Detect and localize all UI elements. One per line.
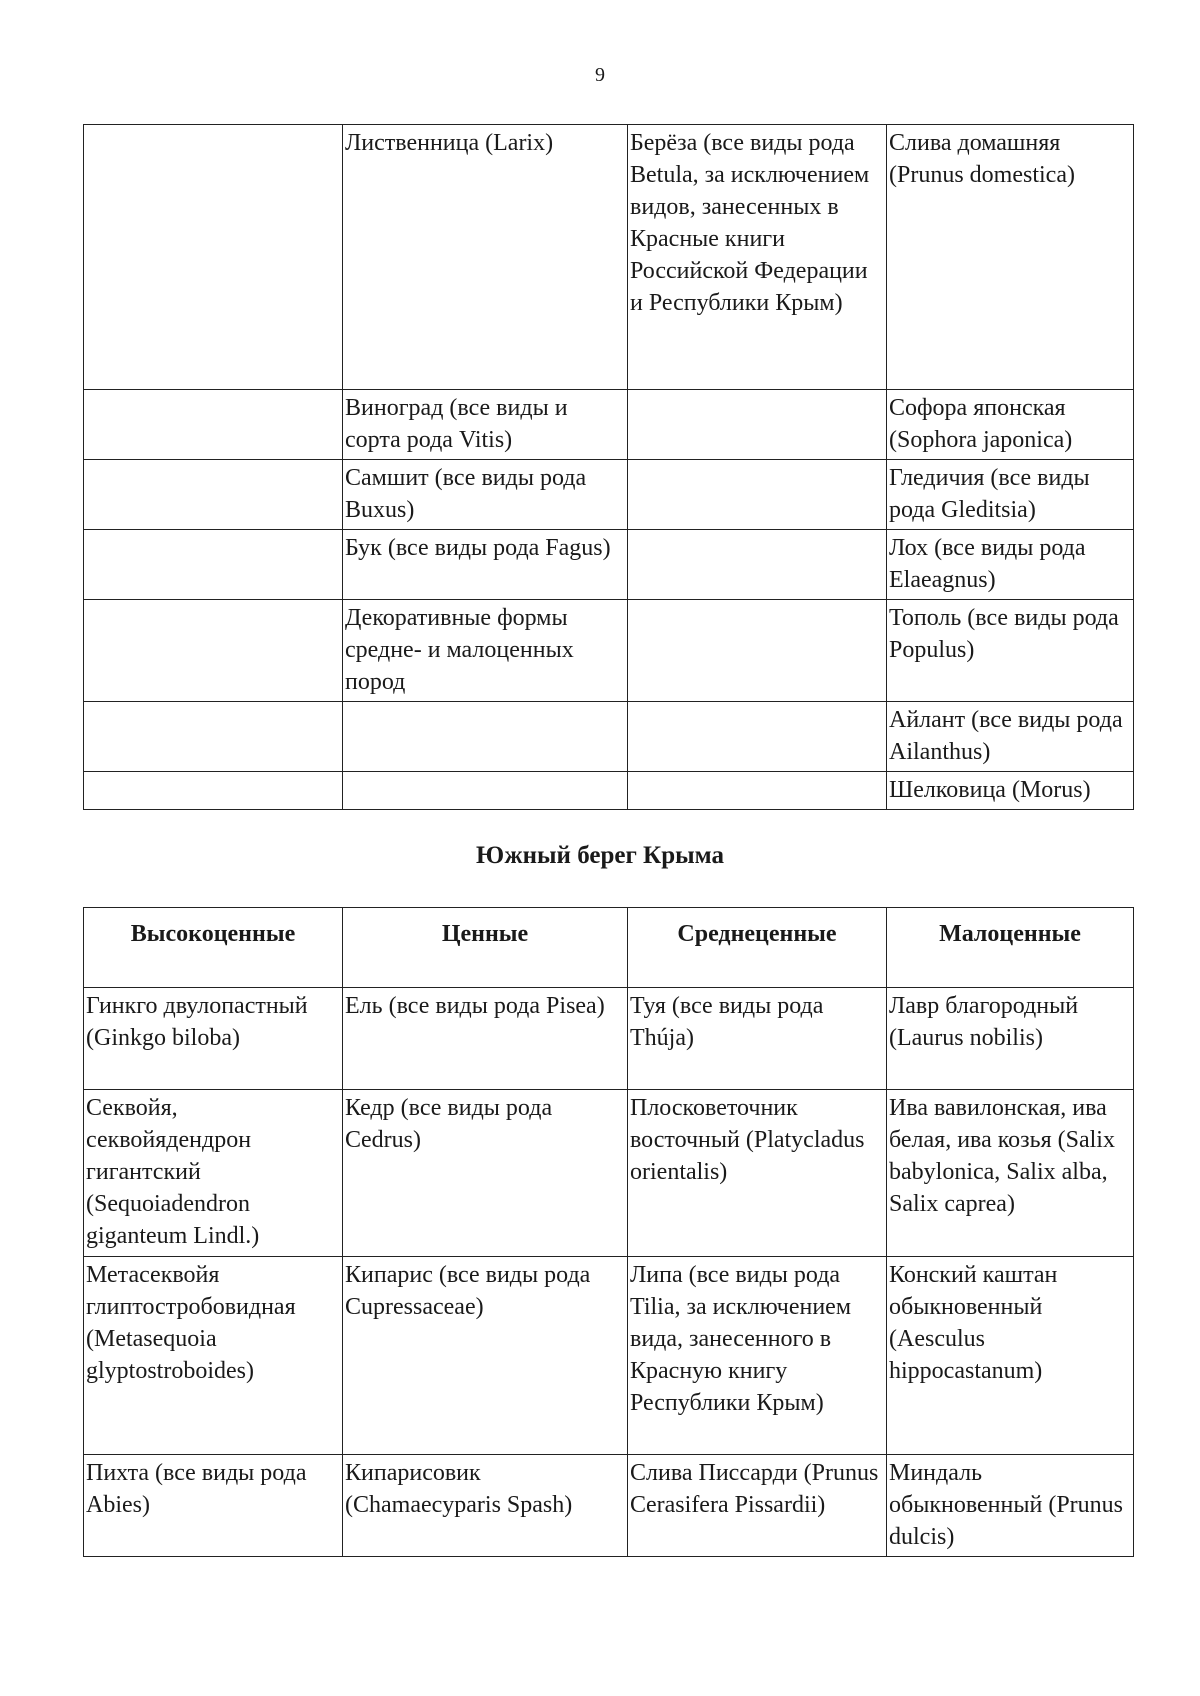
table-cell: Плосковеточник восточный (Platycladus orientalis) xyxy=(628,1090,887,1257)
table-cell xyxy=(84,460,343,530)
table-cell xyxy=(84,125,343,390)
table-cell: Кедр (все виды рода Cedrus) xyxy=(343,1090,628,1257)
table-cell xyxy=(628,530,887,600)
table-cell: Лох (все виды рода Elaeagnus) xyxy=(887,530,1134,600)
table-row xyxy=(84,530,1134,600)
table-cell: Самшит (все виды рода Buxus) xyxy=(343,460,628,530)
table-cell xyxy=(84,390,343,460)
table-cell: Лавр благородный (Laurus nobilis) xyxy=(887,988,1134,1090)
table-cell xyxy=(628,702,887,772)
table-row xyxy=(84,1257,1134,1455)
table-row xyxy=(84,702,1134,772)
table-cell: Шелковица (Morus) xyxy=(887,772,1134,810)
section-title: Южный берег Крыма xyxy=(476,842,724,869)
table-cell: Ива вавилонская, ива белая, ива козья (Salix babylonica, Salix alba, Salix caprea) xyxy=(887,1090,1134,1257)
table-cell: Ель (все виды рода Pisea) xyxy=(343,988,628,1090)
table-row xyxy=(84,390,1134,460)
table-cell: Конский каштан обыкновенный (Aesculus hippocastanum) xyxy=(887,1257,1134,1455)
column-header: Ценные xyxy=(343,908,628,988)
column-header: Высокоценные xyxy=(84,908,343,988)
table-cell: Декоративные формы средне- и малоценных пород xyxy=(343,600,628,702)
table-cell xyxy=(84,702,343,772)
page-number: 9 xyxy=(595,64,605,86)
table-row xyxy=(84,125,1134,390)
table-row xyxy=(84,772,1134,810)
table-row xyxy=(84,988,1134,1090)
table-cell xyxy=(343,772,628,810)
table-cell: Кипарис (все виды рода Cupressaceae) xyxy=(343,1257,628,1455)
table-cell: Миндаль обыкновенный (Prunus dulcis) xyxy=(887,1455,1134,1557)
table-cell xyxy=(628,600,887,702)
species-table-continued xyxy=(83,124,1134,810)
table-cell xyxy=(628,390,887,460)
table-cell xyxy=(84,772,343,810)
table-cell: Тополь (все виды рода Populus) xyxy=(887,600,1134,702)
table-cell: Виноград (все виды и сорта рода Vitis) xyxy=(343,390,628,460)
table-cell xyxy=(628,460,887,530)
table-cell: Кипарисовик (Chamaecyparis Spash) xyxy=(343,1455,628,1557)
species-table-south-coast xyxy=(83,907,1134,1557)
table-cell: Берёза (все виды рода Betula, за исключением видов, занесенных в Красные книги Российской Федерации и Республики Крым) xyxy=(628,125,887,390)
table-cell: Слива домашняя (Prunus domestica) xyxy=(887,125,1134,390)
table-cell xyxy=(628,772,887,810)
table-cell: Метасеквойя глиптостробовидная (Metasequoia glyptostroboides) xyxy=(84,1257,343,1455)
table-row xyxy=(84,460,1134,530)
table-cell: Гинкго двулопастный (Ginkgo biloba) xyxy=(84,988,343,1090)
table-cell: Липа (все виды рода Tilia, за исключением вида, занесенного в Красную книгу Республики Крым) xyxy=(628,1257,887,1455)
table-cell xyxy=(84,530,343,600)
table-row xyxy=(84,1090,1134,1257)
table-cell: Слива Писсарди (Prunus Cerasifera Pissardii) xyxy=(628,1455,887,1557)
table-cell: Пихта (все виды рода Abies) xyxy=(84,1455,343,1557)
table-cell: Софора японская (Sophora japonica) xyxy=(887,390,1134,460)
column-header: Малоценные xyxy=(887,908,1134,988)
table-cell: Айлант (все виды рода Ailanthus) xyxy=(887,702,1134,772)
table-cell xyxy=(343,702,628,772)
table-row xyxy=(84,1455,1134,1557)
column-header: Среднеценные xyxy=(628,908,887,988)
table-row xyxy=(84,600,1134,702)
table-cell: Бук (все виды рода Fagus) xyxy=(343,530,628,600)
table-cell: Секвойя, секвойядендрон гигантский (Sequoiadendron giganteum Lindl.) xyxy=(84,1090,343,1257)
table-cell: Туя (все виды рода Thúja) xyxy=(628,988,887,1090)
table-cell xyxy=(84,600,343,702)
table-cell: Лиственница (Larix) xyxy=(343,125,628,390)
table-header-row xyxy=(84,908,1134,988)
table-cell: Гледичия (все виды рода Gleditsia) xyxy=(887,460,1134,530)
